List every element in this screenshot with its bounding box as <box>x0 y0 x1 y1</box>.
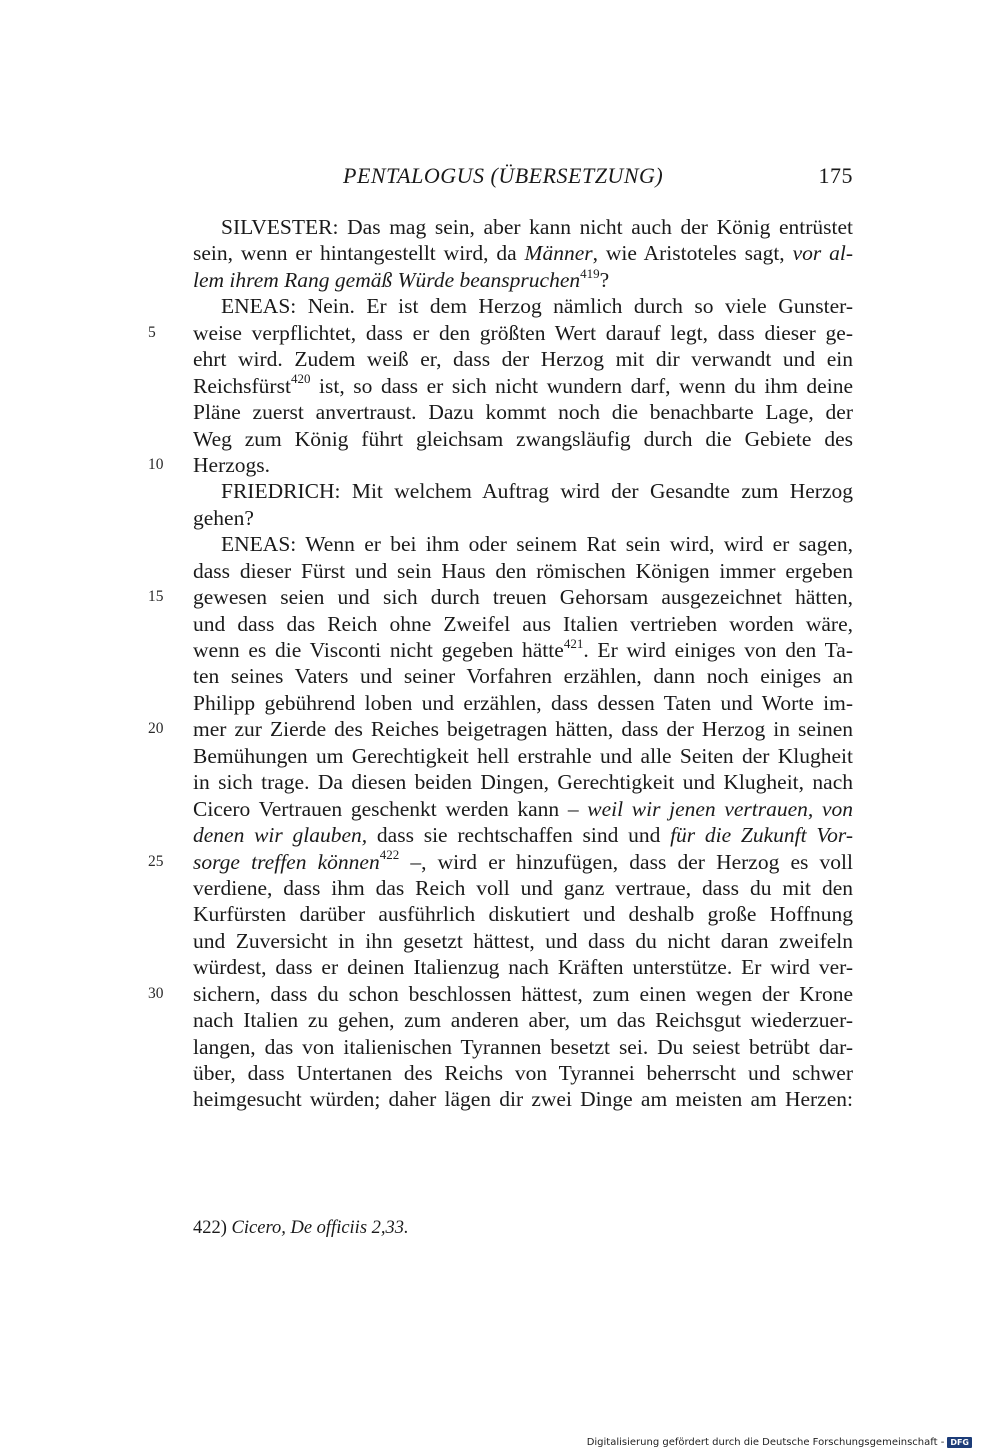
text-line: ehrt wird. Zudem weiß er, dass der Herzog mit dir verwandt und ein <box>193 347 853 372</box>
text-line: langen, das von italienischen Tyrannen besetzt sei. Du seiest betrübt dar- <box>193 1034 853 1059</box>
funding-credit-text: Digitalisierung gefördert durch die Deutsche Forschungsgemeinschaft - <box>586 1437 945 1448</box>
running-title: PENTALOGUS (ÜBERSETZUNG) <box>343 163 664 188</box>
text-line: 15 gewesen seien und sich durch treuen Gehorsam ausgezeichnet hätten, <box>148 585 853 610</box>
text-line: ten seines Vaters und seiner Vorfahren erzählen, dann noch einiges an <box>193 664 853 689</box>
text-line: Bemühungen um Gerechtigkeit hell erstrahle und alle Seiten der Klugheit <box>193 743 853 768</box>
line-number: 10 <box>148 455 164 473</box>
text-line: denen wir glauben, dass sie rechtschaffen sind und für die Zukunft Vor- <box>193 823 853 848</box>
text-line: in sich trage. Da diesen beiden Dingen, Gerechtigkeit und Klugheit, nach <box>193 770 853 795</box>
text-line: Kurfürsten darüber ausführlich diskutiert und deshalb große Hoffnung <box>193 902 853 927</box>
footnote <box>193 1218 409 1239</box>
line-number: 5 <box>148 323 156 341</box>
text-line: sein, wenn er hintangestellt wird, da Männer, wie Aristoteles sagt, vor al- <box>193 241 853 266</box>
text-line: Reichsfürst$^{420}$ ist, so dass er sich nicht wundern darf, wenn du ihm deine <box>193 371 853 398</box>
text-line: würdest, dass er deinen Italienzug nach Kräften unterstütze. Er wird ver- <box>193 955 853 980</box>
text-line: 30 sichern, dass du schon beschlossen hättest, zum einen wegen der Krone <box>148 981 853 1006</box>
text-line: Weg zum König führt gleichsam zwangsläufig durch die Gebiete des <box>193 426 853 451</box>
line-number: 25 <box>148 852 164 870</box>
line-number: 15 <box>148 588 164 606</box>
text-line: heimgesucht würden; daher lägen dir zwei Dinge am meisten am Herzen: <box>193 1087 853 1112</box>
text-line: wenn es die Visconti nicht gegeben hätte$^{421}$. Er wird einiges von den Ta- <box>193 635 854 662</box>
text-line: 25 sorge treffen können$^{422}$ –, wird er hinzufügen, dass der Herzog es voll <box>148 847 853 874</box>
text-line: FRIEDRICH: Mit welchem Auftrag wird der Gesandte zum Herzog <box>221 479 853 504</box>
text-line: SILVESTER: Das mag sein, aber kann nicht auch der König entrüstet <box>221 215 853 239</box>
text-line: Philipp gebührend loben und erzählen, dass dessen Taten und Worte im- <box>193 690 853 715</box>
funding-credit <box>587 1437 972 1448</box>
text-line: ENEAS: Wenn er bei ihm oder seinem Rat sein wird, wird er sagen, <box>221 532 853 557</box>
text-line: 20 mer zur Zierde des Reiches beigetragen hätten, dass der Herzog in seinen <box>148 717 853 742</box>
text-line: Pläne zuerst anvertraust. Dazu kommt noch die benachbarte Lage, der <box>193 400 853 425</box>
footnote-number: 422) <box>193 1218 227 1238</box>
text-line: Cicero Vertrauen geschenkt werden kann – weil wir jenen vertrauen, von <box>193 796 853 821</box>
text-line: 5 weise verpflichtet, dass er den größten Wert darauf legt, dass dieser ge- <box>148 320 853 345</box>
line-number: 30 <box>148 984 164 1002</box>
text-line: und dass das Reich ohne Zweifel aus Italien vertrieben worden wäre, <box>193 611 853 636</box>
running-head <box>343 163 853 193</box>
text-line: ENEAS: Nein. Er ist dem Herzog nämlich durch so viele Gunster- <box>221 294 853 319</box>
text-line: über, dass Untertanen des Reichs von Tyrannei beherrscht und schwer <box>193 1061 853 1085</box>
text-line: gehen? <box>193 505 254 530</box>
text-line: nach Italien zu gehen, zum anderen aber, um das Reichsgut wiederzuer- <box>193 1008 853 1033</box>
line-number: 20 <box>148 720 164 738</box>
page-number: 175 <box>818 163 853 188</box>
footnote-text: Cicero, De officiis 2,33. <box>231 1218 409 1238</box>
text-line: verdiene, dass ihm das Reich voll und ganz vertraue, dass du mit den <box>193 875 853 900</box>
text-line: dass dieser Fürst und sein Haus den römischen Königen immer ergeben <box>193 558 853 583</box>
text-line: lem ihrem Rang gemäß Würde beanspruchen$^{419}$? <box>193 265 610 292</box>
text-line: und Zuversicht in ihn gesetzt hättest, und dass du nicht daran zweifeln <box>193 928 853 953</box>
body-text <box>148 214 854 1113</box>
dfg-logo: DFG <box>947 1437 972 1448</box>
text-line: 10 Herzogs. <box>148 452 271 477</box>
